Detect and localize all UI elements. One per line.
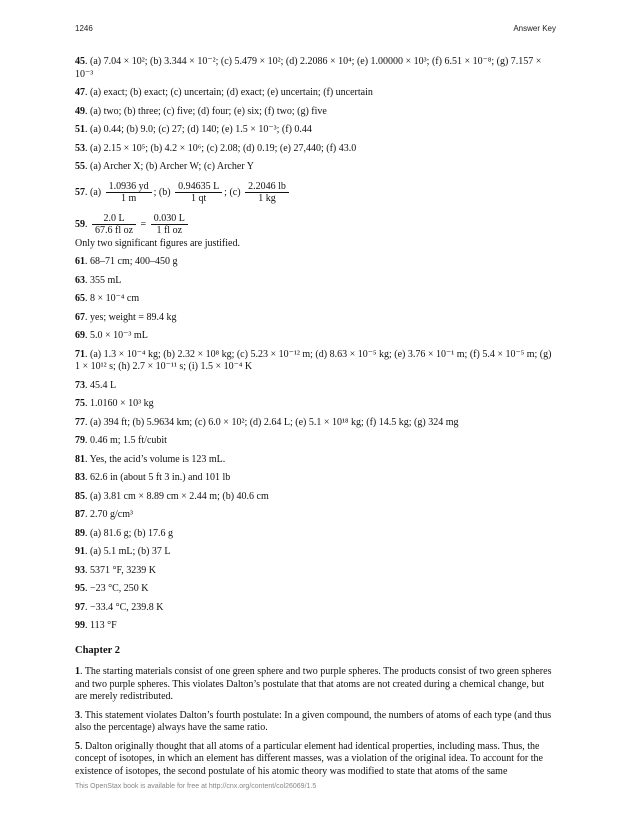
answer-47: 47. (a) exact; (b) exact; (c) uncertain; (d) exact; (e) uncertain; (f) uncertain — [75, 87, 373, 98]
fraction-label-a: (a) — [90, 186, 102, 198]
answer-number: 3 — [75, 709, 80, 721]
answer-89: 89. (a) 81.6 g; (b) 17.6 g — [75, 527, 174, 539]
answer-number: 45 — [75, 56, 85, 67]
fraction-numerator: 0.94635 L — [175, 181, 222, 193]
answer-number: 79 — [75, 435, 85, 446]
running-header: Answer Key — [513, 24, 556, 33]
answer-61: 61. 68–71 cm; 400–450 g — [75, 256, 178, 267]
answer-number: 77 — [75, 416, 85, 428]
fraction-denominator: 1 m — [120, 192, 137, 204]
page-number: 1246 — [75, 24, 93, 33]
answer-number: 47 — [75, 87, 85, 98]
answer-73: 73. 45.4 L — [75, 379, 117, 391]
answer-number: 61 — [75, 256, 85, 267]
answer-85: 85. (a) 3.81 cm × 8.89 cm × 2.44 m; (b) 40.6 cm — [75, 490, 269, 502]
answer-number: 85 — [75, 490, 85, 502]
answer-number: 59 — [75, 218, 85, 230]
answer-57: 57. (a) $\frac{1.0936 yd}{1 m}$ ; (b) $\frac{0.94635 L}{1 qt}$ ; (c) $\frac{2.2046 lb}{1 kg}$ — [75, 180, 557, 206]
answer-text: (a) two; (b) three; (c) five; (d) four; (e) six; (f) two; (g) five — [90, 105, 327, 117]
answer-text: (a) 394 ft; (b) 5.9634 km; (c) 6.0 × 10²; (d) 2.64 L; (e) 5.1 × 10¹⁸ kg; (f) 14.5 kg; (g) 324 mg — [90, 416, 459, 428]
answer-81: 81. Yes, the acid’s volume is 123 mL. — [75, 453, 226, 465]
answer-number: 65 — [75, 293, 85, 304]
answer-text: 2.70 g/cm³ — [90, 509, 133, 520]
answer-text: 62.6 in (about 5 ft 3 in.) and 101 lb — [90, 472, 231, 483]
answer-text: −33.4 °C, 239.8 K — [90, 601, 164, 613]
answer-number: 99 — [75, 620, 85, 631]
answer-51: 51. (a) 0.44; (b) 9.0; (c) 27; (d) 140; (e) 1.5 × 10⁻³; (f) 0.44 — [75, 124, 312, 135]
answer-text: (a) 7.04 × 10²; (b) 3.344 × 10⁻²; (c) 5.479 × 10²; (d) 2.2086 × 10⁴; (e) 1.00000 × 10³; (f) 6.51 × 10⁻⁸; (g) 7.157 × 10⁻³ — [75, 56, 542, 80]
answer-text: (a) exact; (b) exact; (c) uncertain; (d) exact; (e) uncertain; (f) uncertain — [90, 87, 373, 98]
answer-text: This statement violates Dalton’s fourth postulate: In a given compound, the numbers of atoms of each type (and thus also the percentage) always have the same ratio. — [75, 709, 552, 733]
answer-93: 93. 5371 °F, 3239 K — [75, 564, 156, 576]
fraction-l-per-floz-result — [151, 213, 188, 236]
chapter-2-answer-1: 1. The starting materials consist of one green sphere and two purple spheres. The products consist of two green spheres and two purple spheres. This violates Dalton’s postulate that that atoms are not created during a chemical change, but are merely redistributed. — [75, 666, 552, 702]
answer-number: 87 — [75, 509, 85, 520]
answer-text: 8 × 10⁻⁴ cm — [90, 293, 140, 304]
answer-87: 87. 2.70 g/cm³ — [75, 509, 133, 520]
answer-45: 45. (a) 7.04 × 10²; (b) 3.344 × 10⁻²; (c) 5.479 × 10²; (d) 2.2086 × 10⁴; (e) 1.00000 × 10³; (f) 6.51 × 10⁻⁸; (g) 7.157 × 10⁻³ — [75, 56, 542, 80]
answer-number: 57 — [75, 186, 85, 198]
answer-text: yes; weight = 89.4 kg — [90, 311, 177, 323]
answer-text: (a) 3.81 cm × 8.89 cm × 2.44 m; (b) 40.6 cm — [90, 490, 269, 502]
answer-number: 73 — [75, 379, 85, 391]
answer-63: 63. 355 mL — [75, 274, 122, 286]
answer-95: 95. −23 °C, 250 K — [75, 583, 149, 594]
answer-text: (a) 81.6 g; (b) 17.6 g — [90, 527, 174, 539]
fraction-denominator: 1 qt — [190, 192, 207, 204]
answer-53: 53. (a) 2.15 × 10⁵; (b) 4.2 × 10⁶; (c) 2.08; (d) 0.19; (e) 27,440; (f) 43.0 — [75, 142, 357, 154]
answer-text: (a) 2.15 × 10⁵; (b) 4.2 × 10⁶; (c) 2.08; (d) 0.19; (e) 27,440; (f) 43.0 — [90, 142, 357, 154]
answer-text: 113 °F — [90, 620, 117, 631]
fraction-yd-per-m — [106, 181, 152, 204]
answer-text: 45.4 L — [90, 379, 117, 391]
fraction-numerator: 0.030 L — [151, 213, 188, 225]
answer-number: 69 — [75, 330, 85, 341]
answer-text: (a) 1.3 × 10⁻⁴ kg; (b) 2.32 × 10⁸ kg; (c) 5.23 × 10⁻¹² m; (d) 8.63 × 10⁻⁵ kg; (e) 3.76 × 10⁻¹ m; (f) 5.4 × 10⁻⁵ m; (g) 1 × 10¹² s; (h) 2.7 × 10⁻¹¹ s; (i) 1.5 × 10⁻⁴ K — [75, 348, 552, 372]
answer-text: 0.46 m; 1.5 ft/cubit — [90, 435, 167, 446]
answer-text: Yes, the acid’s volume is 123 mL. — [89, 453, 226, 465]
fraction-numerator: 2.2046 lb — [245, 181, 289, 193]
answer-text: (a) 0.44; (b) 9.0; (c) 27; (d) 140; (e) 1.5 × 10⁻³; (f) 0.44 — [90, 124, 312, 135]
fraction-l-per-floz — [92, 213, 136, 236]
answer-97: 97. −33.4 °C, 239.8 K — [75, 601, 164, 613]
answer-number: 97 — [75, 601, 85, 613]
answer-number: 95 — [75, 583, 85, 594]
answer-number: 91 — [75, 546, 85, 557]
answer-text: 355 mL — [90, 274, 122, 286]
answer-number: 55 — [75, 161, 85, 172]
fraction-l-per-qt — [175, 181, 222, 204]
answer-69: 69. 5.0 × 10⁻³ mL — [75, 330, 148, 341]
answer-55: 55. (a) Archer X; (b) Archer W; (c) Archer Y — [75, 161, 254, 172]
footer-attribution: This OpenStax book is available for free at http://cnx.org/content/col26069/1.5 — [75, 783, 317, 790]
answer-text: 5.0 × 10⁻³ mL — [90, 330, 148, 341]
equals-sign: = — [140, 218, 147, 230]
answer-text: The starting materials consist of one green sphere and two purple spheres. The products consist of two green spheres and two purple spheres. This violates Dalton’s postulate that that atoms are not created during a chemical change, but are merely redistributed. — [75, 666, 552, 702]
answer-77: 77. (a) 394 ft; (b) 5.9634 km; (c) 6.0 × 10²; (d) 2.64 L; (e) 5.1 × 10¹⁸ kg; (f) 14.5 kg; (g) 324 mg — [75, 416, 459, 428]
fraction-denominator: 1 kg — [258, 192, 276, 204]
answer-number: 49 — [75, 105, 85, 117]
answer-number: 81 — [75, 453, 85, 465]
answer-number: 93 — [75, 564, 85, 576]
answer-number: 63 — [75, 274, 85, 286]
answer-number: 89 — [75, 527, 85, 539]
fraction-denominator: 67.6 fl oz — [95, 224, 134, 236]
answer-59: 59. $\frac{2.0 L}{\text{67.6 fl oz}}$ = $\frac{0.030 L}{\text{1 fl oz}}$ — [75, 212, 557, 238]
fraction-numerator: 1.0936 yd — [106, 181, 152, 193]
chapter-2-answer-5: 5. Dalton originally thought that all atoms of a particular element had identical properties, including mass. Thus, the concept of isotopes, in which an element has different masses, was a violation of the original idea. To account for the existence of isotopes, the second postulate of his atomic theory was modified to state that atoms of the same — [75, 740, 543, 777]
answer-59-note: Only two significant figures are justified. — [75, 237, 240, 249]
answer-71: 71. (a) 1.3 × 10⁻⁴ kg; (b) 2.32 × 10⁸ kg; (c) 5.23 × 10⁻¹² m; (d) 8.63 × 10⁻⁵ kg; (e) 3.76 × 10⁻¹ m; (f) 5.4 × 10⁻⁵ m; (g) 1 × 10¹² s; (h) 2.7 × 10⁻¹¹ s; (i) 1.5 × 10⁻⁴ K — [75, 348, 552, 372]
answer-text: (a) 5.1 mL; (b) 37 L — [90, 546, 171, 557]
answer-number: 67 — [75, 311, 85, 323]
answer-text: 68–71 cm; 400–450 g — [90, 256, 178, 267]
answer-75: 75. 1.0160 × 10³ kg — [75, 398, 154, 409]
answer-number: 71 — [75, 348, 85, 360]
answer-49: 49. (a) two; (b) three; (c) five; (d) four; (e) six; (f) two; (g) five — [75, 105, 327, 117]
answer-number: 83 — [75, 472, 85, 483]
chapter-2-heading: Chapter 2 — [75, 644, 121, 656]
answer-83: 83. 62.6 in (about 5 ft 3 in.) and 101 lb — [75, 472, 231, 483]
answer-text: −23 °C, 250 K — [90, 583, 149, 594]
answer-text: 1.0160 × 10³ kg — [90, 398, 154, 409]
answer-text: Dalton originally thought that all atoms of a particular element had identical properties, including mass. Thus, the concept of isotopes, in which an element has different masses, was a violation of the original idea. To account for the existence of isotopes, the second postulate of his atomic theory was modified to state that atoms of the same — [75, 740, 543, 777]
answer-79: 79. 0.46 m; 1.5 ft/cubit — [75, 435, 167, 446]
answer-67: 67. yes; weight = 89.4 kg — [75, 311, 177, 323]
fraction-lb-per-kg — [245, 181, 289, 204]
fraction-numerator: 2.0 L — [92, 213, 136, 225]
answer-number: 53 — [75, 142, 85, 154]
answer-number: 75 — [75, 398, 85, 409]
answer-65: 65. 8 × 10⁻⁴ cm — [75, 293, 140, 304]
answer-99: 99. 113 °F — [75, 620, 117, 631]
answer-text: (a) Archer X; (b) Archer W; (c) Archer Y — [90, 161, 254, 172]
answer-number: 51 — [75, 124, 85, 135]
fraction-denominator: 1 fl oz — [156, 224, 183, 236]
fraction-label-b: ; (b) — [153, 186, 171, 198]
answer-number: 1 — [75, 666, 80, 677]
answer-number: 5 — [75, 740, 80, 752]
answer-text: 5371 °F, 3239 K — [90, 564, 156, 576]
chapter-2-answer-3: 3. This statement violates Dalton’s fourth postulate: In a given compound, the numbers of atoms of each type (and thus also the percentage) always have the same ratio. — [75, 709, 552, 733]
answer-91: 91. (a) 5.1 mL; (b) 37 L — [75, 546, 171, 557]
answer-list — [75, 56, 557, 784]
fraction-label-c: ; (c) — [224, 186, 241, 198]
